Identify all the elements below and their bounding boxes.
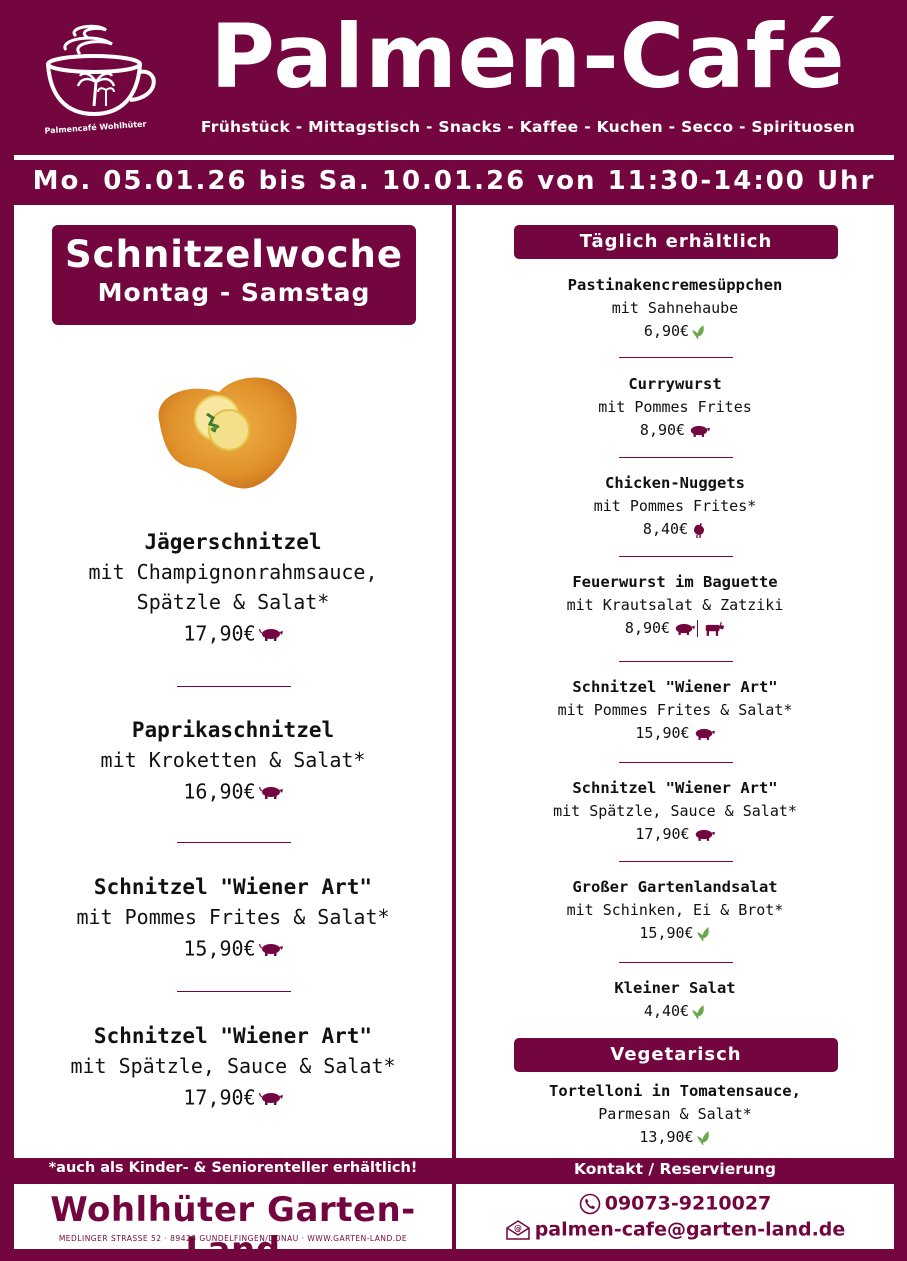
company-name: Wohlhüter Garten-Land (50, 1190, 416, 1261)
email-icon (505, 1219, 531, 1241)
menu-item (456, 571, 894, 640)
company-block (14, 1184, 452, 1261)
icon-divider (697, 620, 698, 637)
item-description: mit Sahnehaube (611, 299, 739, 317)
item-price: 4,40€ (456, 1000, 894, 1023)
item-name: Großer Gartenlandsalat (572, 878, 778, 896)
leaf-icon (697, 926, 711, 942)
item-description: mit Pommes Frites* (593, 497, 757, 515)
leaf-icon (697, 1130, 711, 1146)
item-price: 16,90€ (14, 775, 452, 807)
item-price: 15,90€ (456, 722, 894, 745)
item-name: Jägerschnitzel (144, 530, 322, 554)
item-name: Currywurst (628, 375, 722, 393)
item-divider (619, 661, 733, 662)
item-name: Schnitzel "Wiener Art" (572, 678, 778, 696)
vegetarian-header: Vegetarisch (514, 1038, 838, 1072)
item-price: 8,90€ (456, 419, 894, 442)
item-name: Schnitzel "Wiener Art" (93, 1024, 373, 1048)
phone-number[interactable]: 09073-9210027 (604, 1192, 772, 1215)
menu-item (456, 373, 894, 442)
item-divider (177, 686, 291, 687)
item-divider (619, 762, 733, 763)
pig-icon (693, 727, 715, 740)
item-description: mit Pommes Frites (598, 398, 752, 416)
item-divider (177, 842, 291, 843)
item-divider (619, 861, 733, 862)
daily-menu-panel (456, 205, 894, 1158)
svg-text:@: @ (513, 1223, 522, 1233)
email-address[interactable]: palmen-cafe@garten-land.de (534, 1218, 846, 1241)
item-price: 17,90€ (456, 823, 894, 846)
tagline: Frühstück - Mittagstisch - Snacks - Kaffee - Kuchen - Secco - Spirituosen (200, 118, 856, 136)
pig-icon (259, 627, 283, 641)
menu-item (456, 472, 894, 541)
contact-block (456, 1184, 894, 1249)
leaf-icon (692, 324, 706, 340)
item-name: Kleiner Salat (614, 979, 736, 997)
item-divider (619, 556, 733, 557)
menu-item (14, 527, 452, 649)
pig-icon (259, 785, 283, 799)
footnote: *auch als Kinder- & Seniorenteller erhältlich! (48, 1160, 418, 1176)
item-price: 8,90€ (456, 617, 894, 640)
pig-icon (259, 942, 283, 956)
menu-item (14, 872, 452, 964)
logo-caption: Palmencafé Wohlhüter (44, 119, 147, 136)
item-description: mit Kroketten & Salat* (100, 748, 366, 772)
item-price: 17,90€ (14, 617, 452, 649)
item-divider (619, 457, 733, 458)
item-name: Schnitzel "Wiener Art" (572, 779, 778, 797)
daily-header: Täglich erhältlich (514, 225, 838, 259)
item-name: Chicken-Nuggets (605, 474, 745, 492)
item-price: 6,90€ (456, 320, 894, 343)
schnitzel-week-panel (14, 205, 452, 1158)
schnitzel-week-days: Montag - Samstag (97, 278, 371, 307)
item-description: mit Schinken, Ei & Brot* (566, 901, 784, 919)
pig-icon (693, 828, 715, 841)
chicken-icon (691, 522, 707, 538)
menu-item (14, 715, 452, 807)
schnitzel-week-title: Schnitzelwoche (65, 233, 403, 276)
phone-icon (579, 1193, 601, 1215)
item-description: mit Krautsalat & Zatziki (566, 596, 784, 614)
item-divider (619, 357, 733, 358)
item-price: 13,90€ (456, 1126, 894, 1149)
pig-icon (259, 1091, 283, 1105)
menu-item (456, 777, 894, 846)
cafe-title: Palmen-Café (210, 5, 846, 108)
item-price: 8,40€ (456, 518, 894, 541)
item-description: mit Spätzle, Sauce & Salat* (553, 802, 797, 820)
email-row[interactable] (456, 1218, 894, 1241)
item-price: 17,90€ (14, 1081, 452, 1113)
item-price: 15,90€ (456, 922, 894, 945)
item-description: mit Pommes Frites & Salat* (557, 701, 793, 719)
item-description: Parmesan & Salat* (598, 1105, 752, 1123)
item-description: mit Spätzle, Sauce & Salat* (70, 1054, 396, 1078)
item-description: Spätzle & Salat* (136, 590, 330, 614)
menu-item (456, 1080, 894, 1149)
pig-icon (673, 622, 695, 635)
item-divider (619, 962, 733, 963)
leaf-icon (692, 1004, 706, 1020)
cow-icon (703, 622, 725, 636)
menu-item (456, 876, 894, 945)
schnitzel-week-banner (52, 225, 416, 325)
item-name: Paprikaschnitzel (131, 718, 335, 742)
company-address: MEDLINGER STRASSE 52 · 89423 GUNDELFINGEN/DONAU · WWW.GARTEN-LAND.DE (58, 1234, 408, 1243)
schnitzel-image (149, 370, 304, 495)
pig-icon (688, 424, 710, 437)
phone-row[interactable] (456, 1192, 894, 1215)
menu-item (456, 977, 894, 1023)
menu-item (456, 274, 894, 343)
item-description: mit Champignonrahmsauce, (88, 560, 378, 584)
item-name: Feuerwurst im Baguette (572, 573, 778, 591)
menu-item (456, 676, 894, 745)
item-divider (177, 991, 291, 992)
item-description: mit Pommes Frites & Salat* (76, 905, 390, 929)
item-price: 15,90€ (14, 932, 452, 964)
menu-item (14, 1021, 452, 1113)
item-name: Tortelloni in Tomatensauce, (549, 1082, 801, 1100)
item-name: Schnitzel "Wiener Art" (93, 875, 373, 899)
item-name: Pastinakencremesüppchen (567, 276, 783, 294)
contact-header: Kontakt / Reservierung (573, 1160, 777, 1178)
date-range: Mo. 05.01.26 bis Sa. 10.01.26 von 11:30-14:00 Uhr (32, 166, 876, 196)
header-divider (14, 155, 894, 160)
